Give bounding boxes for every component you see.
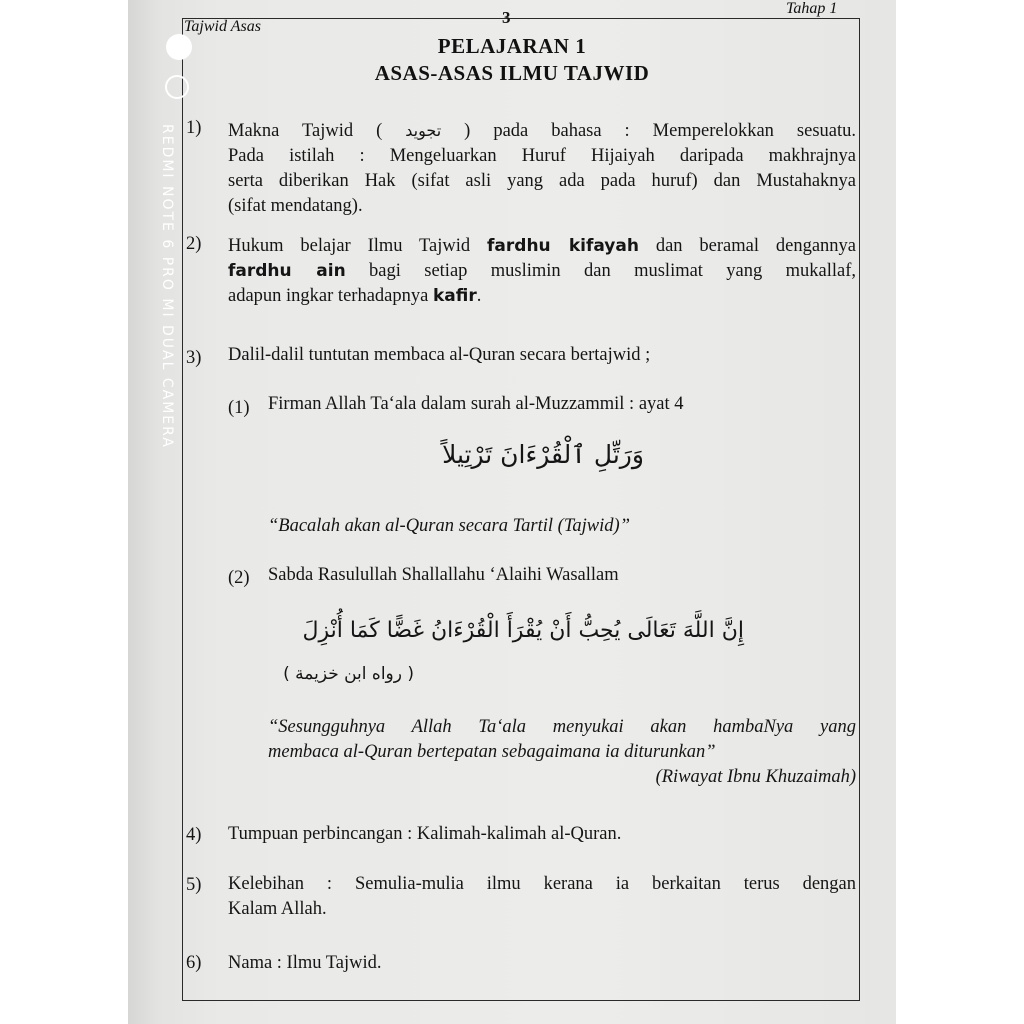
item-5 <box>228 872 856 922</box>
header-book-title: Tajwid Asas <box>184 18 261 35</box>
right-margin <box>896 0 1024 1024</box>
item-5-number: 5) <box>186 875 202 895</box>
item-2-line-1-pre: Hukum belajar Ilmu Tajwid <box>228 236 488 256</box>
item-1-line-4: (sifat mendatang). <box>228 196 363 216</box>
item-1 <box>228 118 856 219</box>
item-1-arabic-word: تجويد <box>405 121 442 140</box>
item-4-number: 4) <box>186 825 202 845</box>
sub-2-number: (2) <box>228 568 250 588</box>
sub-2-translation-line-2: membaca al-Quran bertepatan sebagaimana ia diturunkan” <box>268 742 716 762</box>
lesson-title: PELAJARAN 1 <box>437 34 587 58</box>
item-1-line-1-post: ) pada bahasa : Memperelokkan sesuatu. <box>441 121 856 141</box>
sub-1-text: Firman Allah Ta‘ala dalam surah al-Muzzammil : ayat 4 <box>268 394 684 414</box>
sub-1-translation: “Bacalah akan al-Quran secara Tartil (Tajwid)” <box>268 516 630 536</box>
item-2-bold-term-3: kafir <box>432 286 477 306</box>
header-level: Tahap 1 <box>786 0 838 17</box>
header-page-number: 3 <box>502 8 511 27</box>
item-2-line-3-pre: adapun ingkar terhadapnya <box>228 286 433 306</box>
item-1-line-1-pre: Makna Tajwid ( <box>228 121 406 141</box>
item-2-line-2 <box>228 259 856 284</box>
sub-1-number: (1) <box>228 398 250 418</box>
item-5-line-1: Kelebihan : Semulia-mulia ilmu kerana ia berkaitan terus dengan <box>228 874 856 894</box>
item-2-bold-term-2: fardhu ain <box>228 261 346 281</box>
item-2-line-1-post: dan beramal dengannya <box>638 236 857 256</box>
item-5-line-2: Kalam Allah. <box>228 899 327 919</box>
item-1-line-1 <box>228 118 856 144</box>
watermark-line-1: REDMI NOTE 6 PRO <box>159 124 175 292</box>
sub-2-text: Sabda Rasulullah Shallallahu ‘Alaihi Wasallam <box>268 565 619 585</box>
item-2 <box>228 234 856 309</box>
item-4-text: Tumpuan perbincangan : Kalimah-kalimah al-Quran. <box>228 824 622 844</box>
item-2-line-1 <box>228 234 856 259</box>
hadith-arabic-source: ( رواه ابن خزيمة ) <box>283 664 414 684</box>
item-2-line-2-post: bagi setiap muslimin dan muslimat yang mukallaf, <box>345 261 857 281</box>
item-2-number: 2) <box>186 234 202 254</box>
item-2-bold-term-1: fardhu kifayah <box>487 236 639 256</box>
lesson-subtitle: ASAS-ASAS ILMU TAJWID <box>374 61 650 85</box>
item-2-line-3 <box>228 284 856 309</box>
left-margin <box>0 0 128 1024</box>
sub-2-translation-line-1: “Sesungguhnya Allah Ta‘ala menyukai akan hambaNya yang <box>268 717 856 737</box>
camera-watermark <box>158 124 176 449</box>
item-6-number: 6) <box>186 953 202 973</box>
item-3-text: Dalil-dalil tuntutan membaca al-Quran secara bertajwid ; <box>228 345 651 365</box>
watermark-ring-circle-icon <box>165 75 189 99</box>
item-3-number: 3) <box>186 348 202 368</box>
sub-2-source: (Riwayat Ibnu Khuzaimah) <box>655 767 856 787</box>
quran-verse-arabic: وَرَتِّلِ ٱلْقُرْءَانَ تَرْتِيلاً <box>442 440 644 469</box>
watermark-line-2: MI DUAL CAMERA <box>159 298 175 449</box>
item-1-line-3: serta diberikan Hak (sifat asli yang ada pada huruf) dan Mustahaknya <box>228 171 856 191</box>
watermark-filled-circle-icon <box>166 34 192 60</box>
item-6-text: Nama : Ilmu Tajwid. <box>228 953 382 973</box>
item-1-line-2: Pada istilah : Mengeluarkan Huruf Hijaiyah daripada makhrajnya <box>228 146 856 166</box>
book-page <box>128 0 896 1024</box>
sub-2-translation <box>268 715 856 790</box>
item-1-number: 1) <box>186 118 202 138</box>
item-2-line-3-post: . <box>476 286 482 306</box>
hadith-arabic: إِنَّ اللَّهَ تَعَالَى يُحِبُّ أَنْ يُقْرَأَ الْقُرْءَانُ غَضًّا كَمَا أُنْزِلَ <box>302 618 744 643</box>
